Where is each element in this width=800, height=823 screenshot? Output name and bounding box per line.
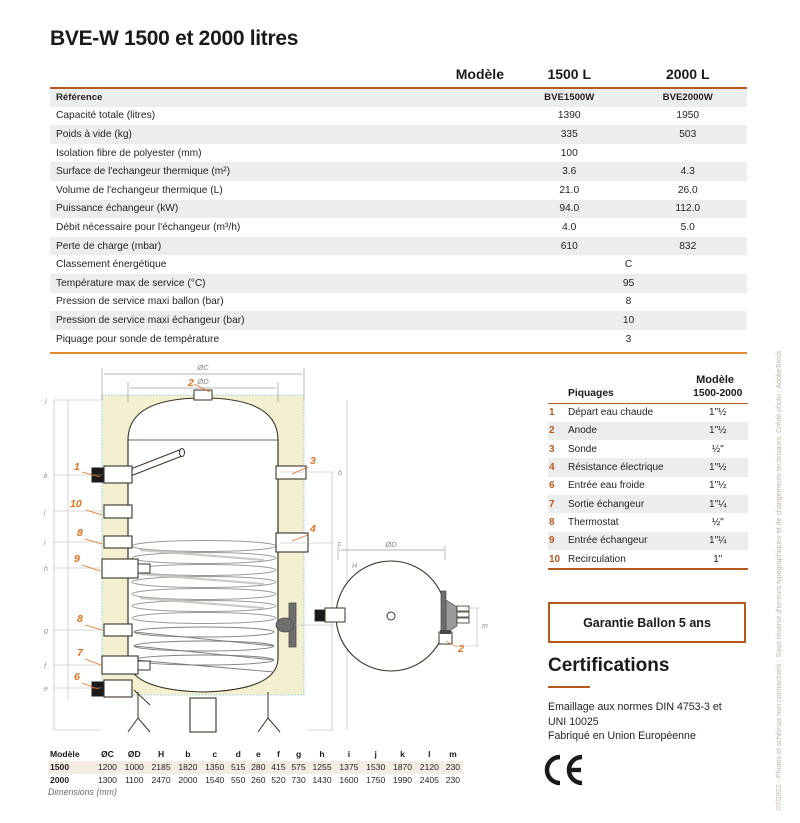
spec-row <box>50 181 747 200</box>
spec-row-value-2000: 4.3 <box>680 166 695 178</box>
dimensions-header-cell: b <box>185 749 191 759</box>
piquage-value: 1"¼ <box>709 535 727 547</box>
callout-3: 3 <box>310 455 316 467</box>
dimensions-header-cell: e <box>255 749 261 759</box>
dimensions-table-body <box>48 761 463 786</box>
piquage-label: Thermostat <box>568 516 619 528</box>
spec-table-header-row <box>50 66 747 88</box>
dimensions-header-cell: f <box>277 749 280 759</box>
piquage-number: 9 <box>549 535 555 547</box>
piquages-header-num <box>548 388 564 404</box>
dimensions-header-cell: h <box>319 749 325 759</box>
dimensions-cell: 1350 <box>205 762 225 773</box>
dimensions-caption: Dimensions (mm) <box>48 787 117 797</box>
dim-letter-h: h <box>44 566 48 573</box>
dimensions-row <box>48 774 463 787</box>
dim-label-diameter-D: ØD <box>197 377 209 386</box>
dimensions-cell: 2000 <box>50 774 70 785</box>
spec-row-value-shared: 8 <box>625 296 632 308</box>
spec-row-label: Pression de service maxi ballon (bar) <box>56 296 224 308</box>
spec-row-label: Volume de l'echangeur thermique (L) <box>56 184 223 196</box>
piquages-header-row <box>548 388 748 404</box>
piquages-table-body <box>548 404 748 569</box>
dimensions-cell: 1430 <box>312 774 332 785</box>
piquage-row <box>548 477 748 495</box>
dim-letter-c: c <box>338 541 342 548</box>
dim-letter-l: l <box>45 399 47 406</box>
dimensions-header-cell: j <box>374 749 377 759</box>
piquages-section <box>548 374 748 570</box>
dimensions-cell: 1200 <box>97 762 117 773</box>
piquage-value: ½" <box>711 516 724 528</box>
spec-row-value-2000: 1950 <box>676 110 700 122</box>
dimensions-header-cell: Modèle <box>50 749 80 759</box>
spec-row <box>50 200 747 219</box>
callout-6: 6 <box>74 671 80 683</box>
certifications-text <box>548 700 753 744</box>
dim-letter-i: i <box>44 540 46 547</box>
certifications-line-2: UNI 10025 <box>548 715 599 728</box>
dimensions-cell: 1530 <box>366 762 386 773</box>
warranty-box <box>548 602 746 643</box>
dimensions-cell: 730 <box>291 774 306 785</box>
dimensions-cell: 2185 <box>151 762 171 773</box>
callout-1: 1 <box>74 461 80 473</box>
spec-row-value-1500: BVE1500W <box>544 92 595 104</box>
piquage-row <box>548 550 748 568</box>
piquage-row <box>548 404 748 422</box>
spec-row <box>50 274 747 293</box>
piquage-value: 1"½ <box>709 407 727 419</box>
spec-row-value-shared: 3 <box>625 333 632 345</box>
piquage-number: 10 <box>549 553 561 565</box>
certifications-line-3: Fabriqué en Union Européenne <box>548 730 696 742</box>
dimensions-cell: 1375 <box>339 762 359 773</box>
dimensions-header-cell: l <box>428 749 431 759</box>
warranty-label: Garantie Ballon 5 ans <box>583 615 711 630</box>
spec-row <box>50 293 747 312</box>
callout-4: 4 <box>310 523 316 535</box>
callout-7: 7 <box>77 647 83 659</box>
spec-row-label: Classement énergétique <box>56 259 167 271</box>
spec-row-value-2000 <box>628 144 747 163</box>
spec-header-modele: Modèle <box>50 66 510 88</box>
spec-row-value-1500: 610 <box>560 240 578 252</box>
spec-row-value-1500: 1390 <box>557 110 581 122</box>
tank-top-view-drawing <box>305 528 505 708</box>
dimensions-cell: 1255 <box>312 762 332 773</box>
dimensions-cell: 1870 <box>392 762 413 773</box>
credit-label: 07/2022 - Photos et schémas non contractuels - Sous réserve d'erreurs typographiques et de changements techniques. Crédit photo : AdobeStock <box>775 350 783 810</box>
dimensions-header-cell: d <box>235 749 241 759</box>
piquage-label: Recirculation <box>568 553 626 565</box>
spec-row <box>50 237 747 256</box>
spec-row-label: Température max de service (°C) <box>56 277 206 289</box>
piquage-value: ½" <box>711 443 724 455</box>
dimensions-cell: 2000 <box>178 774 198 785</box>
dimensions-row <box>48 761 463 774</box>
dimensions-cell: 1100 <box>125 774 144 785</box>
piquage-label: Entrée échangeur <box>568 535 648 547</box>
piquage-number: 7 <box>549 498 555 510</box>
dim-letter-k: k <box>44 473 48 480</box>
dimensions-cell: 260 <box>251 774 266 785</box>
spec-row-value-shared: C <box>624 259 633 271</box>
piquage-row <box>548 513 748 531</box>
dim-letter-H: H <box>352 563 358 570</box>
spec-row <box>50 255 747 274</box>
piquage-label: Sortie échangeur <box>568 498 645 510</box>
dimensions-header-cell: c <box>212 749 218 759</box>
spec-row <box>50 88 747 107</box>
spec-header-col-2000: 2000 L <box>628 66 747 88</box>
piquage-row <box>548 532 748 550</box>
dimensions-cell: 1500 <box>50 762 70 773</box>
dimensions-cell: 1300 <box>97 774 117 785</box>
spec-row-value-1500: 21.0 <box>559 184 580 196</box>
spec-header-col-1500: 1500 L <box>510 66 629 88</box>
piquage-number: 3 <box>549 443 555 455</box>
topview-diameter-label: ØD <box>385 540 397 549</box>
callout-8-lower: 8 <box>77 613 83 625</box>
callout-2: 2 <box>188 377 194 389</box>
dimensions-cell: 550 <box>231 774 246 785</box>
certifications-rule <box>548 686 590 688</box>
spec-row-value-1500: 3.6 <box>562 166 577 178</box>
spec-row-label: Pression de service maxi échangeur (bar) <box>56 314 245 326</box>
piquage-label: Sonde <box>568 443 597 455</box>
credit-text <box>775 350 783 810</box>
spec-row <box>50 218 747 237</box>
dimensions-header-cell: g <box>295 749 302 759</box>
callout-9: 9 <box>74 553 80 565</box>
topview-callout-2: 2 <box>458 643 464 655</box>
spec-row-label: Référence <box>56 92 103 104</box>
piquage-number: 8 <box>549 516 555 528</box>
spec-table-bottom-rule <box>50 352 747 354</box>
dimensions-cell: 575 <box>291 762 306 773</box>
piquage-row <box>548 440 748 458</box>
spec-row-value-2000: 503 <box>679 128 697 140</box>
dimensions-cell: 1990 <box>392 774 413 785</box>
dimensions-cell: 1600 <box>339 774 359 785</box>
spec-row-label: Isolation fibre de polyester (mm) <box>56 147 202 159</box>
dimensions-cell: 515 <box>231 762 246 773</box>
spec-row-label: Surface de l'echangeur thermique (m²) <box>56 166 231 178</box>
dimensions-cell: 2120 <box>419 762 439 773</box>
spec-row <box>50 162 747 181</box>
piquage-label: Résistance électrique <box>568 462 664 474</box>
spec-row-label: Piquage pour sonde de température <box>56 333 220 345</box>
certifications-line-1: Emaillage aux normes DIN 4753-3 et <box>548 701 722 713</box>
dim-letter-f: f <box>44 663 46 670</box>
piquage-value: 1"½ <box>709 425 727 437</box>
dimensions-header-row <box>48 748 463 761</box>
spec-row-value-shared: 95 <box>622 277 635 289</box>
certifications-title: Certifications <box>548 655 670 676</box>
spec-row-value-2000: BVE2000W <box>662 92 713 104</box>
dimensions-header-cell: ØD <box>127 749 141 759</box>
dimensions-cell: 1540 <box>205 774 225 785</box>
piquage-row <box>548 458 748 476</box>
dim-letter-e: e <box>44 686 48 693</box>
dimensions-header-cell: i <box>347 749 351 759</box>
spec-row-value-1500: 100 <box>560 147 578 159</box>
piquages-header-name: Piquages <box>564 388 688 404</box>
dimensions-cell: 230 <box>445 774 461 785</box>
piquages-bottom-rule <box>548 568 748 570</box>
spec-row-value-1500: 94.0 <box>559 203 580 215</box>
piquage-label: Entrée eau froide <box>568 480 645 492</box>
dimensions-section <box>48 748 463 786</box>
ce-mark-icon <box>538 750 598 790</box>
dimensions-cell: 1000 <box>124 762 144 773</box>
callout-8-upper: 8 <box>77 527 83 539</box>
dimensions-cell: 280 <box>251 762 266 773</box>
piquage-label: Départ eau chaude <box>568 407 654 419</box>
spec-row-label: Débit nécessaire pour l'échangeur (m³/h) <box>56 221 241 233</box>
spec-row-value-2000: 832 <box>679 240 697 252</box>
piquage-value: 1"½ <box>709 462 727 474</box>
spec-row <box>50 311 747 330</box>
spec-row-value-1500: 335 <box>560 128 578 140</box>
dim-letter-g: g <box>44 628 48 635</box>
spec-row-label: Poids à vide (kg) <box>56 128 132 140</box>
piquage-row <box>548 422 748 440</box>
spec-row <box>50 330 747 349</box>
spec-row-label: Capacité totale (litres) <box>56 110 156 122</box>
spec-row <box>50 144 747 163</box>
piquages-modele-label: Modèle <box>696 374 734 386</box>
dimensions-cell: 2470 <box>151 774 171 785</box>
piquage-number: 2 <box>549 425 555 437</box>
dim-letter-b: b <box>338 470 342 477</box>
dim-letter-j: j <box>44 509 46 516</box>
dimensions-table <box>48 748 463 786</box>
callout-10: 10 <box>70 498 82 510</box>
spec-row-label: Puissance échangeur (kW) <box>56 203 179 215</box>
spec-row-value-2000: 26.0 <box>677 184 698 196</box>
piquage-number: 6 <box>549 480 555 492</box>
dimensions-cell: 1820 <box>178 762 198 773</box>
spec-row <box>50 107 747 126</box>
spec-row-value-2000: 5.0 <box>680 221 695 233</box>
spec-row-value-2000: 112.0 <box>675 203 701 215</box>
dimensions-cell: 2405 <box>419 774 439 785</box>
piquage-value: 1"¼ <box>709 498 727 510</box>
spec-row-value-1500: 4.0 <box>562 221 577 233</box>
dimensions-header-cell: k <box>400 749 405 759</box>
dimensions-cell: 415 <box>271 762 286 773</box>
spec-row <box>50 125 747 144</box>
dimensions-cell: 520 <box>271 774 286 785</box>
dimensions-header-cell: m <box>449 749 457 759</box>
dimensions-header-cell: H <box>157 749 165 759</box>
piquage-value: 1"½ <box>709 480 727 492</box>
piquage-value: 1" <box>713 553 723 565</box>
topview-dim-letter-m: m <box>482 623 488 630</box>
piquage-number: 1 <box>549 407 555 419</box>
dimensions-cell: 230 <box>445 762 461 773</box>
piquage-row <box>548 495 748 513</box>
page-title: BVE-W 1500 et 2000 litres <box>50 27 299 50</box>
spec-row-label: Perte de charge (mbar) <box>56 240 162 252</box>
piquage-label: Anode <box>568 425 597 437</box>
dimensions-header-cell: ØC <box>100 749 114 759</box>
spec-table-body <box>50 88 747 348</box>
piquages-header-value: 1500-2000 <box>688 388 748 404</box>
spec-row-value-shared: 10 <box>622 314 635 326</box>
dimensions-cell: 1750 <box>366 774 386 785</box>
piquages-table <box>548 388 748 568</box>
piquage-number: 4 <box>549 462 555 474</box>
dim-label-diameter-C: ØC <box>197 363 209 372</box>
specification-table <box>50 66 747 348</box>
